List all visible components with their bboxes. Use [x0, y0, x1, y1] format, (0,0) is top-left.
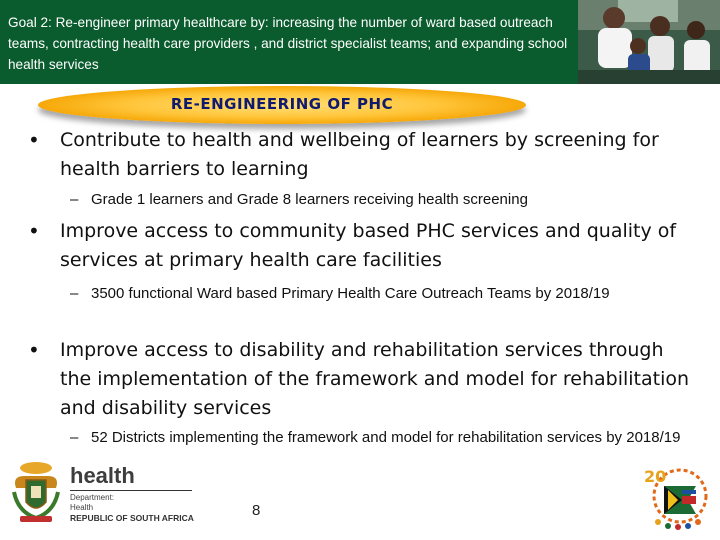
- bullet-marker: •: [28, 338, 40, 362]
- sub-bullet-marker: –: [70, 191, 79, 208]
- slide-header: [0, 0, 720, 84]
- anniversary-logo: [638, 460, 714, 536]
- banner-title: RE-ENGINEERING OF PHC: [170, 95, 394, 113]
- health-wordmark: health: [70, 463, 135, 488]
- sub-bullet-1: [70, 189, 690, 211]
- department-name: Health: [70, 503, 94, 512]
- bullet-2: [28, 217, 698, 275]
- coat-of-arms-icon: [8, 458, 64, 524]
- country-name: REPUBLIC OF SOUTH AFRICA: [70, 513, 194, 523]
- bullet-text: Improve access to community based PHC services and quality of services at primary health care facilities: [60, 220, 677, 271]
- children-screening-photo-icon: [578, 0, 720, 84]
- sub-bullet-text: Grade 1 learners and Grade 8 learners receiving health screening: [91, 191, 528, 208]
- sub-bullet-2: [70, 283, 690, 305]
- page-number: 8: [252, 502, 261, 519]
- school-health-photo: [578, 0, 720, 84]
- bullet-3: [28, 336, 698, 423]
- sub-bullet-text: 3500 functional Ward based Primary Health Care Outreach Teams by 2018/19: [91, 285, 610, 302]
- department-label: Department:: [70, 493, 115, 502]
- sub-bullet-marker: –: [70, 429, 79, 446]
- bullet-1: [28, 126, 698, 184]
- sub-bullet-3: [70, 427, 690, 449]
- sub-bullet-marker: –: [70, 285, 79, 302]
- bullet-marker: •: [28, 128, 40, 152]
- section-banner: [38, 86, 526, 126]
- bullet-text: Improve access to disability and rehabilitation services through the implementation of the framework and model for rehabilitation and disability services: [60, 339, 690, 419]
- department-logo: [8, 458, 198, 528]
- department-wordmark: [70, 464, 194, 524]
- 20-years-of-freedom-logo-icon: [638, 460, 714, 536]
- wordmark-divider: [70, 490, 192, 491]
- bullet-text: Contribute to health and wellbeing of learners by screening for health barriers to learning: [60, 129, 659, 180]
- bullet-marker: •: [28, 219, 40, 243]
- sub-bullet-text: 52 Districts implementing the framework and model for rehabilitation services by 2018/19: [91, 429, 681, 446]
- goal-statement: Goal 2: Re-engineer primary healthcare by: increasing the number of ward based outreach teams, contracting health care providers , and district specialist teams; and expanding school health services: [8, 15, 568, 72]
- svg-text:20: 20: [644, 467, 667, 486]
